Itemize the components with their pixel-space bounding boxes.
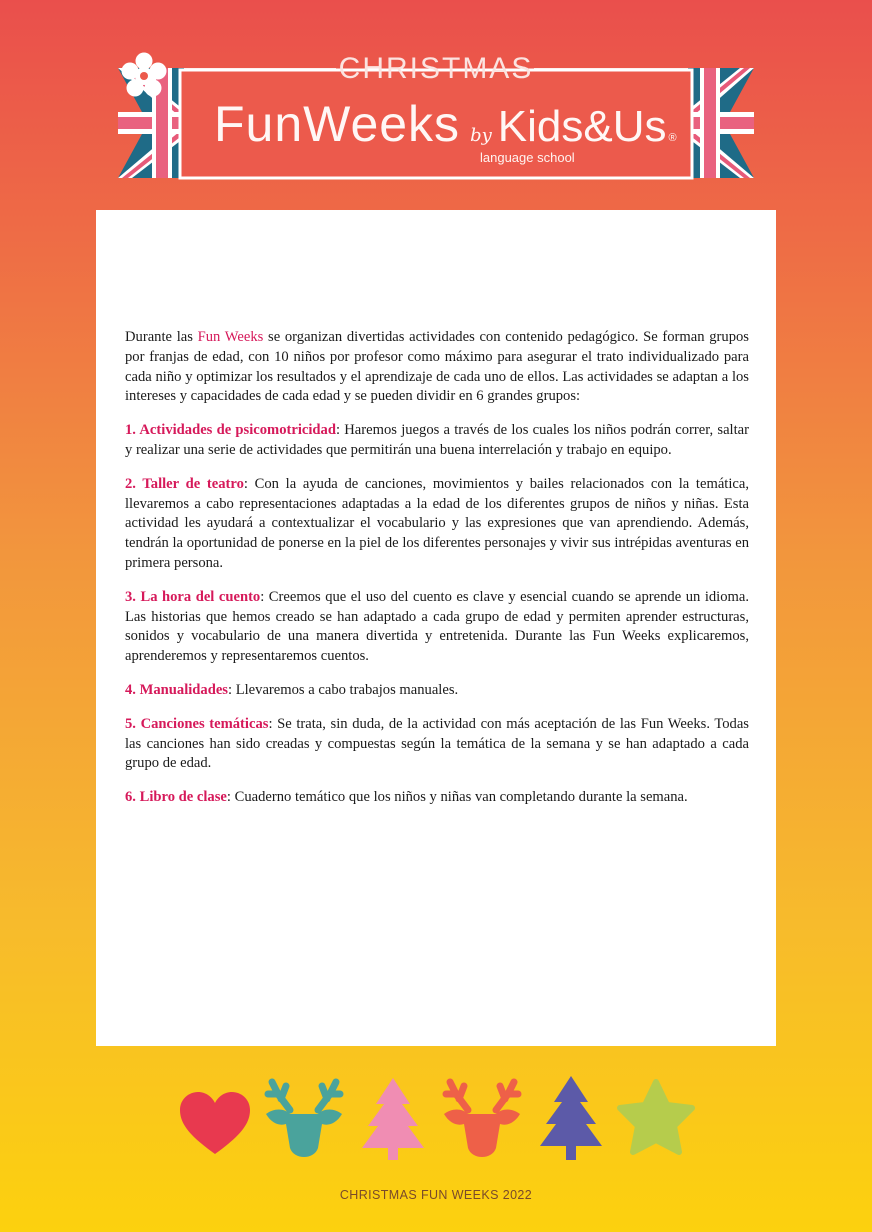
fun-weeks-highlight: Fun Weeks (197, 329, 264, 345)
header-banner (118, 50, 754, 182)
activity-title: 5. Canciones temáticas (125, 715, 269, 732)
activity-title: 6. Libro de clase (125, 789, 227, 806)
activity-item: 4. Manualidades: Llevaremos a cabo trabajos manuales. (125, 681, 459, 698)
activity-item: 2. Taller de teatro: Con la ayuda de canciones, movimientos y bailes relacionados con la temática, llevaremos a cabo representaciones adaptadas a la edad de los diferentes grupos de niños y niñas. Esta actividad les ayudará a contextualizar el vocabulario y las expresiones que van aprendiendo. Además, tendrán la oportunidad de ponerse en la piel de los diferentes personajes y vivir sus intrépidas aventuras en primera persona. (125, 475, 750, 571)
heart-icon (178, 1090, 252, 1158)
brand-subtitle: language school (480, 150, 575, 165)
activity-title: 2. Taller de teatro (125, 475, 244, 492)
brand-by: by (470, 125, 492, 146)
banner-title: CHRISTMAS (338, 52, 534, 85)
brand-funweeks: FunWeeks (214, 96, 461, 152)
tree-icon (360, 1076, 426, 1162)
content-text (125, 328, 749, 822)
activity-item: 3. La hora del cuento: Creemos que el uso del cuento es clave y esencial cuando se aprende un idioma. Las historias que hemos creado se han adaptado a cada grupo de edad y permiten aprender estructuras, sonidos y vocabulario de una manera divertida y entretenida. Durante las Fun Weeks explicaremos, aprenderemos y representaremos cuentos. (125, 588, 749, 665)
brand-kidsandus: Kids&Us (497, 102, 667, 151)
activity-title: 4. Manualidades (125, 681, 228, 698)
christmas-icons (170, 1070, 710, 1170)
activity-title: 1. Actividades de psicomotricidad (125, 422, 336, 439)
footer-text: CHRISTMAS FUN WEEKS 2022 (339, 1188, 533, 1202)
brand-logo (214, 94, 677, 154)
activity-title: 3. La hora del cuento (125, 588, 261, 605)
activity-item: 6. Libro de clase: Cuaderno temático que los niños y niñas van completando durante la semana. (125, 789, 688, 806)
reindeer-icon (264, 1072, 344, 1166)
brand-registered: ® (668, 132, 677, 144)
activity-item: 5. Canciones temáticas: Se trata, sin duda, de la actividad con más aceptación de las Fun Weeks. Todas las canciones han sido creadas y compuestas según la temática de la semana y se han adaptado a cada grupo de edad. (125, 715, 749, 772)
tree-icon (538, 1074, 604, 1162)
intro-paragraph: Durante las Fun Weeks se organizan divertidas actividades con contenido pedagógico. Se forman grupos por franjas de edad, con 10 niños por profesor como máximo para asegurar el trato individualizado para cada niño y optimizar los resultados y el aprendizaje de cada uno de ellos. Las actividades se adaptan a los intereses y capacidades de cada edad y se pueden dividir en 6 grandes grupos: (125, 329, 749, 405)
content-panel (96, 210, 776, 1046)
star-icon (616, 1078, 696, 1158)
activity-item: 1. Actividades de psicomotricidad: Haremos juegos a través de los cuales los niños podrán correr, saltar y realizar una serie de actividades que permitirán una buena interrelación y trabajo en equipo. (125, 422, 749, 458)
flower-icon (118, 50, 170, 102)
reindeer-icon (442, 1072, 522, 1166)
